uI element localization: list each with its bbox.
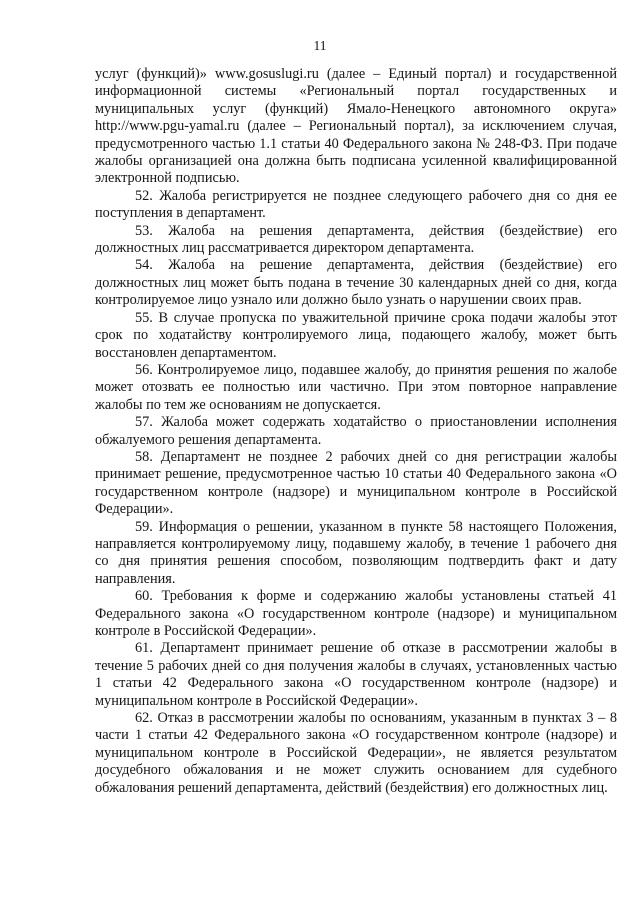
paragraph-59: 59. Информация о решении, указанном в пункте 58 настоящего Положения, направляется контролируемому лицу, подавшему жалобу, в течение 1 рабочего дня со дня принятия решения способом, позволяющим подтвердить факт и дату направления. (95, 518, 617, 587)
paragraph-53: 53. Жалоба на решения департамента, действия (бездействие) его должностных лиц рассматривается директором департамента. (95, 222, 617, 257)
paragraph-60: 60. Требования к форме и содержанию жалобы установлены статьей 41 Федерального закона «О государственном контроле (надзоре) и муниципальном контроле в Российской Федерации». (95, 588, 617, 639)
paragraph-57: 57. Жалоба может содержать ходатайство о приостановлении исполнения обжалуемого решения департамента. (95, 414, 617, 448)
paragraph-52: 52. Жалоба регистрируется не позднее следующего рабочего дня со дня ее поступления в департамент. (95, 187, 617, 222)
page-number: 11 (313, 38, 327, 53)
paragraph-62: 62. Отказ в рассмотрении жалобы по основаниям, указанным в пунктах 3 – 8 части 1 статьи 42 Федерального закона «О государственном контроле (надзоре) и муниципальном контроле в Российской Федерации», не является результатом досудебного обжалования и не может служить основанием для судебного обжалования решений департамента, действий (бездействия) его должностных лиц. (95, 710, 617, 796)
document-body (95, 66, 617, 797)
paragraph-58: 58. Департамент не позднее 2 рабочих дней со дня регистрации жалобы принимает решение, предусмотренное частью 10 статьи 40 Федерального закона «О государственном контроле (надзоре) и муниципальном контроле в Российской Федерации». (95, 448, 617, 518)
paragraph-61: 61. Департамент принимает решение об отказе в рассмотрении жалобы в течение 5 рабочих дней со дня получения жалобы в случаях, установленных частью 1 статьи 42 Федерального закона «О государственном контроле (надзоре) и муниципальном контроле в Российской Федерации». (95, 640, 617, 709)
paragraph-continuation: услуг (функций)» www.gosuslugi.ru (далее – Единый портал) и государственной информационной системы «Региональный портал государственных и муниципальных услуг (функций) Ямало-Ненецкого автономного округа» http://www.pgu-yamal.ru (далее – Региональный портал), за исключением случая, предусмотренного частью 1.1 статьи 40 Федерального закона № 248-ФЗ. При подаче жалобы организацией она должна быть подписана усиленной квалифицированной электронной подписью. (95, 66, 617, 187)
paragraph-54: 54. Жалоба на решение департамента, действия (бездействие) его должностных лиц может быть подана в течение 30 календарных дней со дня, когда контролируемое лицо узнало или должно было узнать о нарушении своих прав. (95, 257, 617, 309)
paragraph-56: 56. Контролируемое лицо, подавшее жалобу, до принятия решения по жалобе может отозвать ее полностью или частично. При этом повторное направление жалобы по тем же основаниям не допускается. (95, 361, 617, 413)
paragraph-55: 55. В случае пропуска по уважительной причине срока подачи жалобы этот срок по ходатайству контролируемого лица, подающего жалобу, может быть восстановлен департаментом. (95, 309, 617, 361)
